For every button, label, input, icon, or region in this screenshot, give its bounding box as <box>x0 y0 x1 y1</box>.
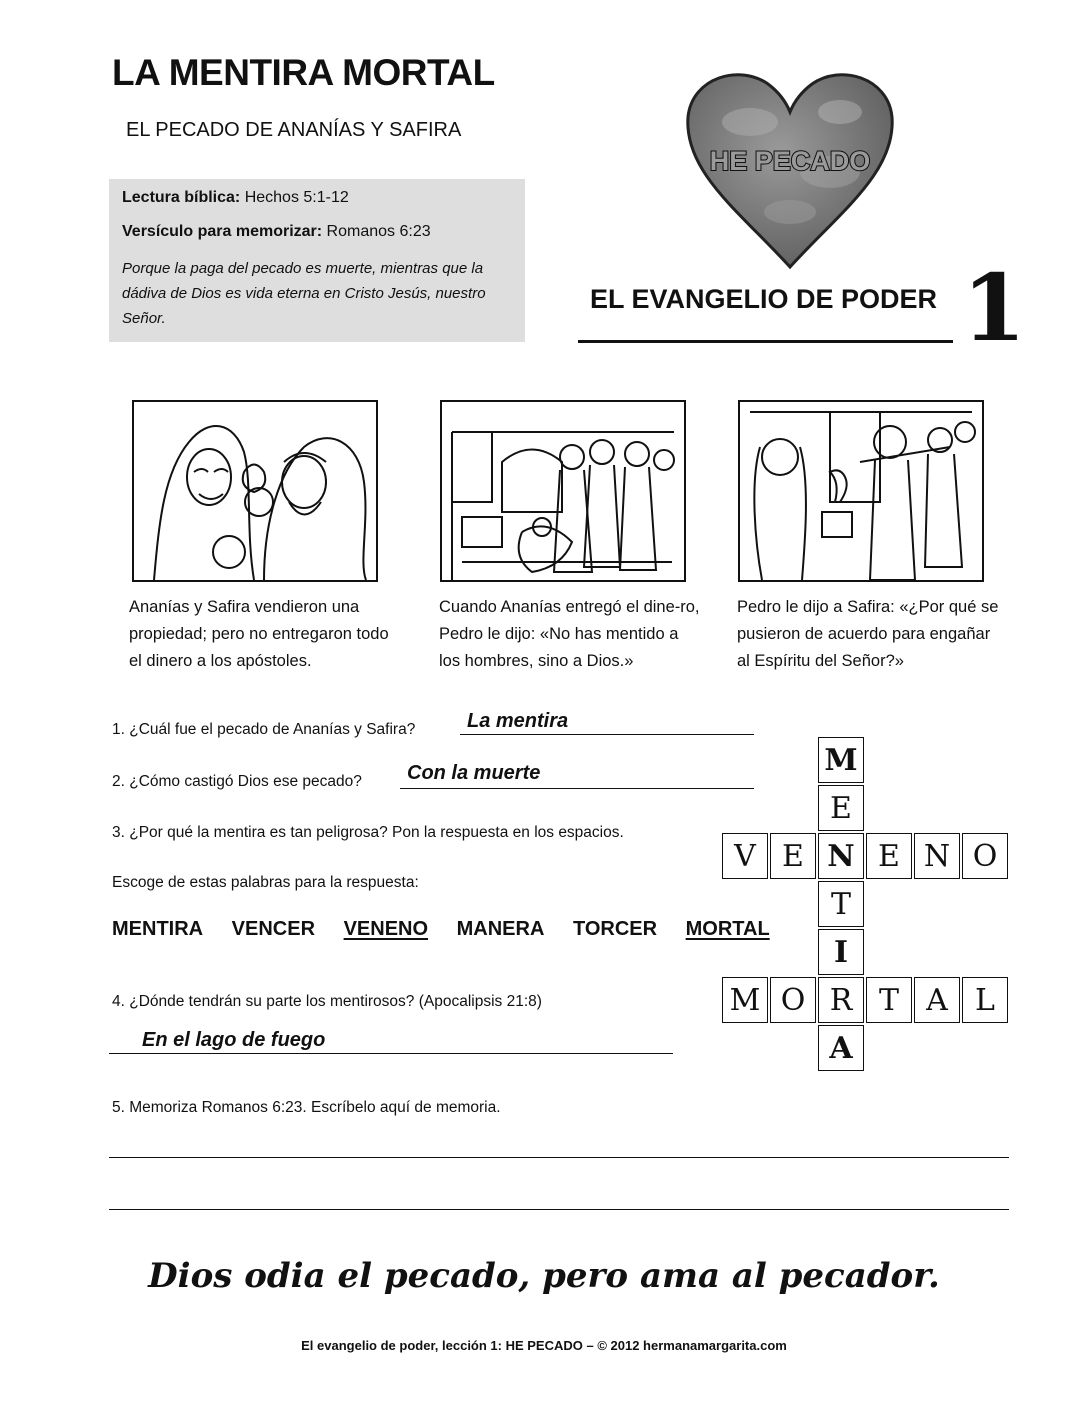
answer-1[interactable]: La mentira <box>467 710 569 732</box>
crossword-cell[interactable]: T <box>866 977 912 1023</box>
panel-caption-1: Ananías y Safira vendieron una propiedad; pero no entregaron todo el dinero a los apóstoles. <box>129 598 389 670</box>
panel-caption-3: Pedro le dijo a Safira: «¿Por qué se pusieron de acuerdo para engañar al Espíritu del Señor?» <box>737 598 999 670</box>
answer-4[interactable]: En el lago de fuego <box>142 1029 326 1051</box>
memory-verse-text: Porque la paga del pecado es muerte, mientras que la dádiva de Dios es vida eterna en Cristo Jesús, nuestro Señor. <box>122 260 486 327</box>
crossword-cell[interactable]: M <box>818 737 864 783</box>
answer-2[interactable]: Con la muerte <box>407 762 541 784</box>
memory-label: Versículo para memorizar: <box>122 223 323 240</box>
word-mentira: MENTIRA <box>112 918 204 940</box>
word-torcer: TORCER <box>572 918 658 940</box>
page-title: LA MENTIRA MORTAL <box>112 52 495 93</box>
series-underline <box>578 340 953 343</box>
answer-2-line <box>400 788 754 789</box>
crossword-cell[interactable]: O <box>962 833 1008 879</box>
crossword-cell[interactable]: N <box>914 833 960 879</box>
answer-1-line <box>460 734 754 735</box>
heart-icon <box>680 62 900 272</box>
crossword-cell[interactable]: N <box>818 833 864 879</box>
panel-caption-2: Cuando Ananías entregó el dine-ro, Pedro le dijo: «No has mentido a los hombres, sino a Dios.» <box>439 598 700 670</box>
word-mortal: MORTAL <box>685 918 770 940</box>
question-1: 1. ¿Cuál fue el pecado de Ananías y Safira? <box>112 721 416 738</box>
memory-write-line-1[interactable] <box>109 1157 1009 1158</box>
reading-line <box>122 189 349 207</box>
question-2: 2. ¿Cómo castigó Dios ese pecado? <box>112 773 362 790</box>
word-veneno: VENENO <box>343 918 429 940</box>
question-5: 5. Memoriza Romanos 6:23. Escríbelo aquí de memoria. <box>112 1099 501 1116</box>
illustration-panel-2 <box>440 400 686 582</box>
illustration-panel-3 <box>738 400 984 582</box>
crossword-cell[interactable]: O <box>770 977 816 1023</box>
word-bank-instruction: Escoge de estas palabras para la respuesta: <box>112 874 419 891</box>
crossword-cell[interactable]: E <box>866 833 912 879</box>
crossword-cell[interactable]: A <box>914 977 960 1023</box>
crossword-cell[interactable]: R <box>818 977 864 1023</box>
memory-write-line-2[interactable] <box>109 1209 1009 1210</box>
illustration-panel-1 <box>132 400 378 582</box>
memory-value: Romanos 6:23 <box>326 223 431 240</box>
crossword-cell[interactable]: T <box>818 881 864 927</box>
lesson-number: 1 <box>962 254 1027 362</box>
crossword-cell[interactable]: E <box>770 833 816 879</box>
motto: Dios odia el pecado, pero ama al pecador. <box>148 1256 940 1296</box>
crossword-cell[interactable]: A <box>818 1025 864 1071</box>
word-vencer: VENCER <box>231 918 316 940</box>
crossword-cell[interactable]: L <box>962 977 1008 1023</box>
crossword-cell[interactable]: V <box>722 833 768 879</box>
ananias-safira-illustration <box>134 402 376 580</box>
page-subtitle: EL PECADO DE ANANÍAS Y SAFIRA <box>126 119 462 141</box>
crossword-cell[interactable]: E <box>818 785 864 831</box>
heart-label: HE PECADO <box>709 146 871 176</box>
memory-line <box>122 223 431 241</box>
series-title: EL EVANGELIO DE PODER <box>590 284 938 314</box>
answer-4-line <box>109 1053 673 1054</box>
word-manera: MANERA <box>456 918 545 940</box>
question-4: 4. ¿Dónde tendrán su parte los mentirosos? (Apocalipsis 21:8) <box>112 993 542 1010</box>
crossword-cell[interactable]: I <box>818 929 864 975</box>
reading-box <box>109 179 525 342</box>
footer: El evangelio de poder, lección 1: HE PECADO – © 2012 hermanamargarita.com <box>301 1338 787 1353</box>
question-3: 3. ¿Por qué la mentira es tan peligrosa? Pon la respuesta en los espacios. <box>112 824 624 841</box>
pedro-safira-illustration <box>740 402 982 580</box>
reading-label: Lectura bíblica: <box>122 189 241 206</box>
reading-value: Hechos 5:1-12 <box>244 189 349 206</box>
crossword-cell[interactable]: M <box>722 977 768 1023</box>
pedro-ananias-illustration <box>442 402 684 580</box>
word-bank <box>112 918 770 941</box>
